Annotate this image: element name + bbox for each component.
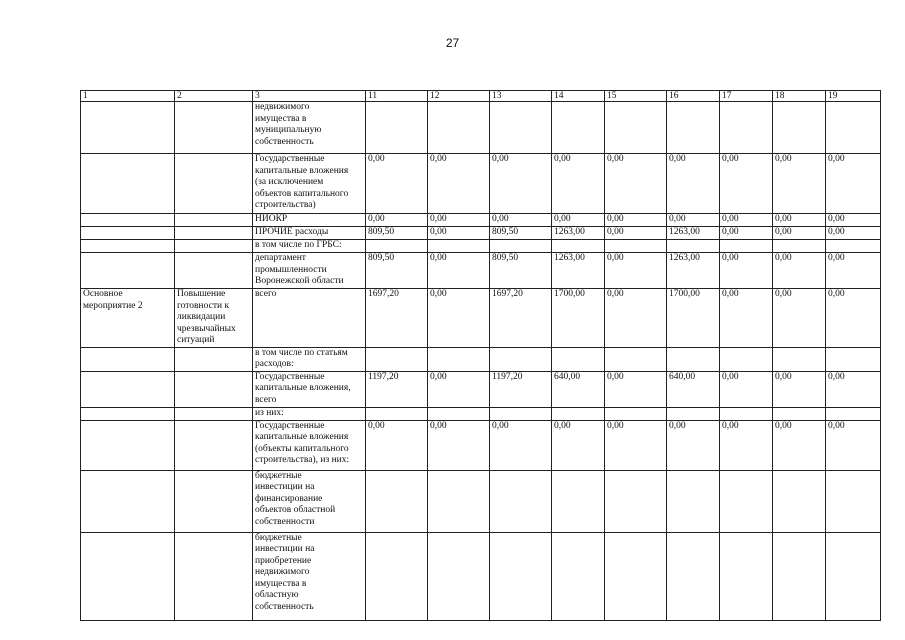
value-cell: 0,00 [428,253,490,289]
value-cell: 1197,20 [490,371,552,407]
value-cell: 1700,00 [552,289,605,348]
value-cell [366,347,428,371]
value-cell [773,102,826,154]
event-cell [81,420,175,470]
event-cell [81,347,175,371]
expense-item-cell: бюджетные инвестиции на финансирование объектов областной собственности [253,470,366,532]
header-cell: 2 [175,91,253,102]
value-cell: 0,00 [773,420,826,470]
table-row [81,347,881,371]
header-cell: 18 [773,91,826,102]
event-cell [81,227,175,240]
value-cell: 0,00 [773,154,826,214]
value-cell: 0,00 [366,420,428,470]
value-cell: 0,00 [605,154,667,214]
value-cell [490,470,552,532]
value-cell: 0,00 [667,154,720,214]
value-cell: 0,00 [605,289,667,348]
description-cell [175,470,253,532]
value-cell: 0,00 [605,214,667,227]
value-cell [552,470,605,532]
description-cell [175,371,253,407]
value-cell: 0,00 [826,214,881,227]
header-cell: 15 [605,91,667,102]
value-cell: 0,00 [490,214,552,227]
description-cell [175,240,253,253]
value-cell [552,347,605,371]
value-cell [366,532,428,620]
value-cell [826,102,881,154]
value-cell: 0,00 [428,289,490,348]
value-cell: 0,00 [773,214,826,227]
value-cell: 0,00 [773,289,826,348]
value-cell [773,532,826,620]
value-cell: 0,00 [552,420,605,470]
expense-item-cell: в том числе по статьям расходов: [253,347,366,371]
value-cell [366,407,428,420]
value-cell [667,470,720,532]
table-row [81,240,881,253]
value-cell: 0,00 [720,154,773,214]
value-cell [720,407,773,420]
value-cell: 1700,00 [667,289,720,348]
value-cell: 0,00 [490,420,552,470]
page-number: 27 [445,36,460,50]
value-cell: 0,00 [366,154,428,214]
value-cell: 0,00 [826,420,881,470]
value-cell: 0,00 [605,227,667,240]
value-cell [667,532,720,620]
value-cell [428,407,490,420]
value-cell: 0,00 [366,214,428,227]
table-row [81,227,881,240]
description-cell [175,347,253,371]
value-cell [366,470,428,532]
value-cell: 640,00 [667,371,720,407]
value-cell: 0,00 [490,154,552,214]
event-cell [81,102,175,154]
value-cell: 1263,00 [667,227,720,240]
value-cell: 0,00 [605,420,667,470]
table-row [81,154,881,214]
value-cell: 0,00 [428,420,490,470]
value-cell [552,532,605,620]
event-cell [81,371,175,407]
table-row [81,214,881,227]
event-cell [81,214,175,227]
expense-item-cell: Государственные капитальные вложения (за исключением объектов капитального строительства) [253,154,366,214]
value-cell: 0,00 [826,253,881,289]
description-cell [175,214,253,227]
value-cell: 0,00 [428,214,490,227]
value-cell: 0,00 [605,371,667,407]
value-cell [826,347,881,371]
expense-item-cell: ПРОЧИЕ расходы [253,227,366,240]
value-cell [826,470,881,532]
header-cell: 12 [428,91,490,102]
header-row [81,91,881,102]
header-cell: 17 [720,91,773,102]
value-cell: 0,00 [667,214,720,227]
value-cell [667,347,720,371]
value-cell: 0,00 [773,227,826,240]
description-cell [175,253,253,289]
table-row [81,253,881,289]
expense-item-cell: из них: [253,407,366,420]
value-cell [428,102,490,154]
table-row [81,407,881,420]
value-cell [490,532,552,620]
value-cell: 1697,20 [490,289,552,348]
value-cell [605,407,667,420]
value-cell: 0,00 [720,420,773,470]
value-cell: 0,00 [605,253,667,289]
value-cell [667,240,720,253]
table-row [81,532,881,620]
value-cell: 0,00 [826,227,881,240]
value-cell: 809,50 [366,253,428,289]
value-cell [720,532,773,620]
value-cell: 0,00 [667,420,720,470]
value-cell [428,532,490,620]
value-cell [826,407,881,420]
value-cell [552,407,605,420]
value-cell [428,470,490,532]
table-row [81,371,881,407]
value-cell [773,407,826,420]
value-cell: 1197,20 [366,371,428,407]
budget-table [80,90,881,621]
value-cell [720,470,773,532]
value-cell: 1263,00 [667,253,720,289]
description-cell [175,407,253,420]
header-cell: 14 [552,91,605,102]
event-cell [81,154,175,214]
value-cell [552,240,605,253]
value-cell [773,347,826,371]
value-cell: 1263,00 [552,227,605,240]
value-cell [490,347,552,371]
value-cell: 809,50 [490,253,552,289]
event-cell [81,253,175,289]
expense-item-cell: Государственные капитальные вложения, всего [253,371,366,407]
expense-item-cell: департамент промышленности Воронежской области [253,253,366,289]
value-cell [428,347,490,371]
value-cell: 1263,00 [552,253,605,289]
event-cell [81,407,175,420]
expense-item-cell: НИОКР [253,214,366,227]
event-cell [81,240,175,253]
description-cell [175,227,253,240]
value-cell: 0,00 [826,289,881,348]
description-cell [175,420,253,470]
value-cell [428,240,490,253]
value-cell: 1697,20 [366,289,428,348]
value-cell [605,347,667,371]
value-cell [366,240,428,253]
value-cell [667,102,720,154]
value-cell: 0,00 [773,371,826,407]
value-cell [773,240,826,253]
header-cell: 16 [667,91,720,102]
value-cell: 640,00 [552,371,605,407]
header-cell: 1 [81,91,175,102]
value-cell [490,407,552,420]
header-cell: 19 [826,91,881,102]
expense-item-cell: в том числе по ГРБС: [253,240,366,253]
value-cell: 0,00 [720,227,773,240]
value-cell: 0,00 [773,253,826,289]
table-row [81,102,881,154]
value-cell [490,102,552,154]
value-cell: 0,00 [826,154,881,214]
value-cell [366,102,428,154]
header-cell: 13 [490,91,552,102]
value-cell [826,532,881,620]
value-cell [720,102,773,154]
value-cell [667,407,720,420]
value-cell [773,470,826,532]
description-cell [175,154,253,214]
value-cell: 0,00 [552,214,605,227]
value-cell [605,102,667,154]
value-cell [552,102,605,154]
description-cell [175,102,253,154]
value-cell: 0,00 [720,371,773,407]
expense-item-cell: Государственные капитальные вложения (объекты капитального строительства), из них: [253,420,366,470]
value-cell: 0,00 [826,371,881,407]
event-cell [81,532,175,620]
event-cell: Основное мероприятие 2 [81,289,175,348]
value-cell: 809,50 [490,227,552,240]
value-cell: 809,50 [366,227,428,240]
table-row [81,289,881,348]
value-cell: 0,00 [552,154,605,214]
value-cell [605,470,667,532]
value-cell: 0,00 [428,371,490,407]
value-cell [490,240,552,253]
table-row [81,420,881,470]
header-cell: 3 [253,91,366,102]
value-cell [720,240,773,253]
value-cell: 0,00 [720,253,773,289]
value-cell: 0,00 [720,289,773,348]
value-cell: 0,00 [428,227,490,240]
expense-item-cell: бюджетные инвестиции на приобретение недвижимого имущества в областную собственность [253,532,366,620]
expense-item-cell: недвижимого имущества в муниципальную собственность [253,102,366,154]
expense-item-cell: всего [253,289,366,348]
event-cell [81,470,175,532]
value-cell: 0,00 [720,214,773,227]
description-cell: Повышение готовности к ликвидации чрезвычайных ситуаций [175,289,253,348]
table-row [81,470,881,532]
description-cell [175,532,253,620]
header-cell: 11 [366,91,428,102]
value-cell [720,347,773,371]
value-cell [605,240,667,253]
value-cell [605,532,667,620]
value-cell [826,240,881,253]
value-cell: 0,00 [428,154,490,214]
